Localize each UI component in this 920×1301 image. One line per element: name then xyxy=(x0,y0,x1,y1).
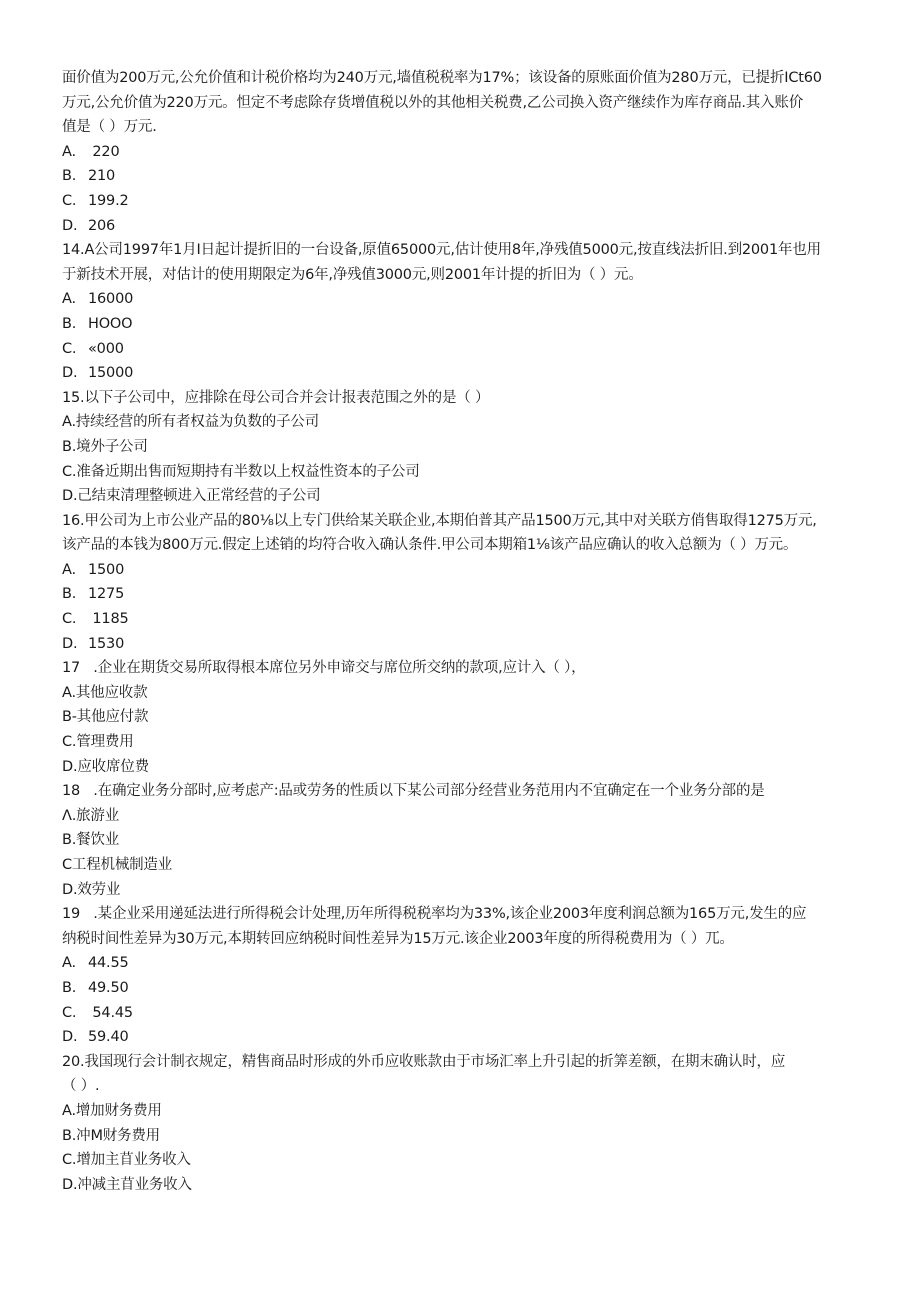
question-text-line: 18 .在确定业务分部时,应考虑产:品或劳务的性质以下某公司部分经营业务范用内不宜确定在一个业务分部的是 xyxy=(62,783,765,800)
option-a: A. 16000 xyxy=(62,291,134,308)
question-text-line: 于新技术开展，对估计的使用期限定为6年,净残值3000元,则2001年计提的折旧为（ ）元。 xyxy=(62,266,643,283)
option-a: A. 220 xyxy=(62,143,120,160)
option-c: C.增加主苜业务收入 xyxy=(62,1152,191,1169)
question-text-line: 20.我国现行会计制衣规定，精售商品时形成的外币应收账款由于市场汇率上升引起的折筭差额，在期末确认时，应 xyxy=(62,1053,786,1070)
option-a: Λ.旅游业 xyxy=(62,807,120,824)
question-text-line: 纳税时间性差异为30万元,本期转回应纳税时间性差异为15万元.该企业2003年度的所得税费用为（ ）兀。 xyxy=(62,930,734,947)
option-a: A.其他应收款 xyxy=(62,684,148,701)
document-page xyxy=(62,66,862,1197)
option-d: D.效劳业 xyxy=(62,881,121,898)
option-a: A. 44.55 xyxy=(62,955,129,972)
option-a: A.增加财务费用 xyxy=(62,1102,162,1119)
option-d: D. 15000 xyxy=(62,365,134,382)
option-b: B.餐饮业 xyxy=(62,832,120,849)
question-text-line: 值是（ ）万元. xyxy=(62,119,157,136)
option-c: C工程机械制造业 xyxy=(62,857,173,873)
option-c: C. 1185 xyxy=(62,611,129,628)
option-b: B. 1275 xyxy=(62,586,125,603)
question-text-line: 17 .企业在期货交易所取得根本席位另外申谛交与席位所交纳的款项,应计入（ ）， xyxy=(62,660,586,677)
option-b: B.冲M财务费用 xyxy=(62,1127,160,1144)
question-18 xyxy=(62,779,862,902)
question-text-line: 万元,公允价值为220万元。怛定不考虑除存货增值税以外的其他相关税费,乙公司换入资产继续作为库存商品.其入账价 xyxy=(62,94,803,111)
question-text-line: （ ）. xyxy=(62,1078,100,1095)
option-b: B.境外子公司 xyxy=(62,438,148,455)
option-b: B-其他应付款 xyxy=(62,709,149,726)
question-16 xyxy=(62,509,862,657)
question-20 xyxy=(62,1050,862,1198)
option-d: D.冲减主苜业务收入 xyxy=(62,1176,192,1193)
option-b: B. 210 xyxy=(62,168,116,185)
question-text-line: 15.以下子公司中，应排除在母公司合并会计报表范围之外的是（ ） xyxy=(62,389,490,406)
option-d: D.应收席位费 xyxy=(62,758,149,775)
option-d: D. 1530 xyxy=(62,635,125,652)
option-c: C. 199.2 xyxy=(62,192,129,209)
option-b: B. HOOO xyxy=(62,315,133,332)
option-c: C. 54.45 xyxy=(62,1004,133,1021)
option-a: A. 1500 xyxy=(62,561,125,578)
question-text-line: 面价值为200万元,公允价值和计税价格均为240万元,墙值税税率为17%；该设备的原账面价值为280万元，已提折ICt60 xyxy=(62,70,822,86)
question-text-line: 16.甲公司为上市公业产品的80⅛以上专门供给某关联企业,本期伯普其产品1500万元,其中对关联方俏售取得1275万元, xyxy=(62,512,817,529)
question-15 xyxy=(62,386,862,509)
option-d: D.己结束清理整顿进入正常经营的子公司 xyxy=(62,488,321,505)
question-14 xyxy=(62,238,862,386)
option-a: A.持续经营的所有者权益为负数的子公司 xyxy=(62,414,319,431)
option-d: D. 206 xyxy=(62,217,116,234)
question-17 xyxy=(62,656,862,779)
question-text-line: 19 .某企业采用递延法进行所得税会计处理,历年所得税税率均为33%,该企业2003年度利润总额为165万元,发生的应 xyxy=(62,906,807,923)
question-19 xyxy=(62,902,862,1050)
question-text-line: 14.A公司1997年1月I日起计提折旧的一台设备,原值65000元,估计使用8年,净残值5000元,按直线法折旧.到2001年也用 xyxy=(62,242,821,259)
question-text-line: 该产品的本钱为800万元.假定上述销的均符合收入确认条件.甲公司本期箱1⅛该产品应确认的收入总额为（ ）万元。 xyxy=(62,537,798,554)
option-d: D. 59.40 xyxy=(62,1029,129,1046)
option-c: C.管理费用 xyxy=(62,734,134,751)
question-intro xyxy=(62,66,862,238)
option-c: C.准备近期出售而短期持有半数以上权益性资本的子公司 xyxy=(62,463,420,480)
option-b: B. 49.50 xyxy=(62,979,129,996)
option-c: C. «000 xyxy=(62,340,124,357)
